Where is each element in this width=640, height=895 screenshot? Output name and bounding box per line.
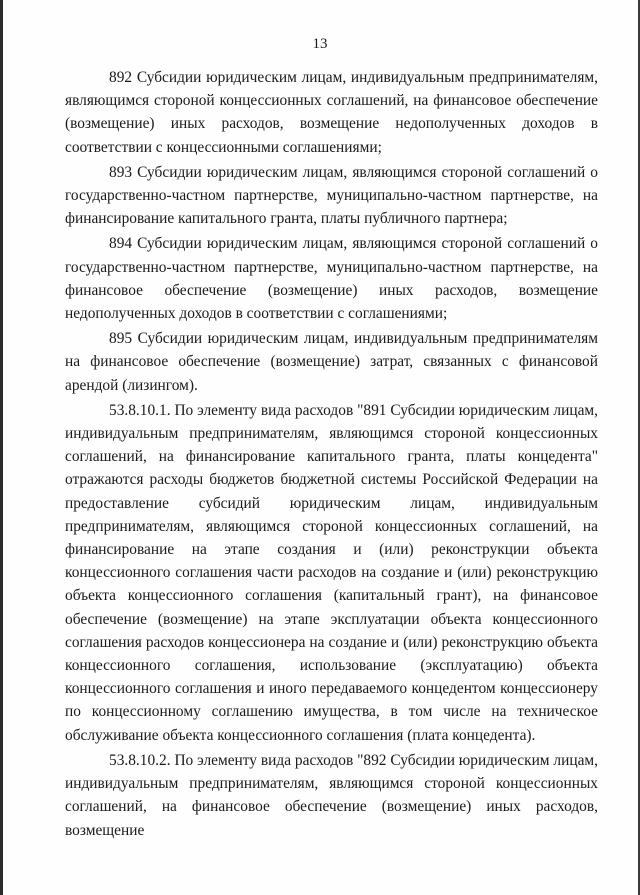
paragraph-53-8-10-2: 53.8.10.2. По элементу вида расходов "892 Субсидии юридическим лицам, индивидуальным предпринимателям, являющимся стороной концессионных соглашений, на финансовое обеспечение (возмещение) иных расходов, возмещение	[65, 751, 598, 839]
paragraph-892: 892 Субсидии юридическим лицам, индивидуальным предпринимателям, являющимся стороной концессионных соглашений, на финансовое обеспечение (возмещение) иных расходов, возмещение недополученных доходов в соответствии с концессионными соглашениями;	[65, 69, 598, 156]
paragraph-893: 893 Субсидии юридическим лицам, являющимся стороной соглашений о государственно-частном партнерстве, муниципально-частном партнерстве, на финансирование капитального гранта, платы публичного партнера;	[65, 163, 598, 228]
paragraph-895: 895 Субсидии юридическим лицам, индивидуальным предпринимателям на финансовое обеспечение (возмещение) затрат, связанных с финансовой арендой (лизингом).	[65, 330, 598, 394]
paragraph-894: 894 Субсидии юридическим лицам, являющимся стороной соглашений о государственно-частном партнерстве, муниципально-частном партнерстве, на финансовое обеспечение (возмещение) иных расходов, возмещение недополученных доходов в соответствии с соглашениями;	[65, 235, 598, 323]
page-number: 13	[312, 36, 328, 52]
document-body	[65, 66, 598, 844]
paragraph-53-8-10-1: 53.8.10.1. По элементу вида расходов "891 Субсидии юридическим лицам, индивидуальным предпринимателям, являющимся стороной концессионных соглашений, на финансирование капитального гранта, платы концедента" отражаются расходы бюджетов бюджетной системы Российской Федерации на предоставление субсидий юридическим лицам, индивидуальным предпринимателям, являющимся стороной концессионных соглашений, на финансирование на этапе создания и (или) реконструкции объекта концессионного соглашения части расходов на создание и (или) реконструкцию объекта концессионного соглашения (капитальный грант), на финансовое обеспечение (возмещение) на этапе эксплуатации объекта концессионного соглашения расходов концессионера на создание и (или) реконструкцию объекта концессионного соглашения, использование (эксплуатацию) объекта концессионного соглашения и иного передаваемого концедентом концессионеру по концессионному соглашению имущества, в том числе на техническое обслуживание объекта концессионного соглашения (плата концедента).	[65, 401, 598, 744]
scan-edge-left	[0, 0, 3, 895]
